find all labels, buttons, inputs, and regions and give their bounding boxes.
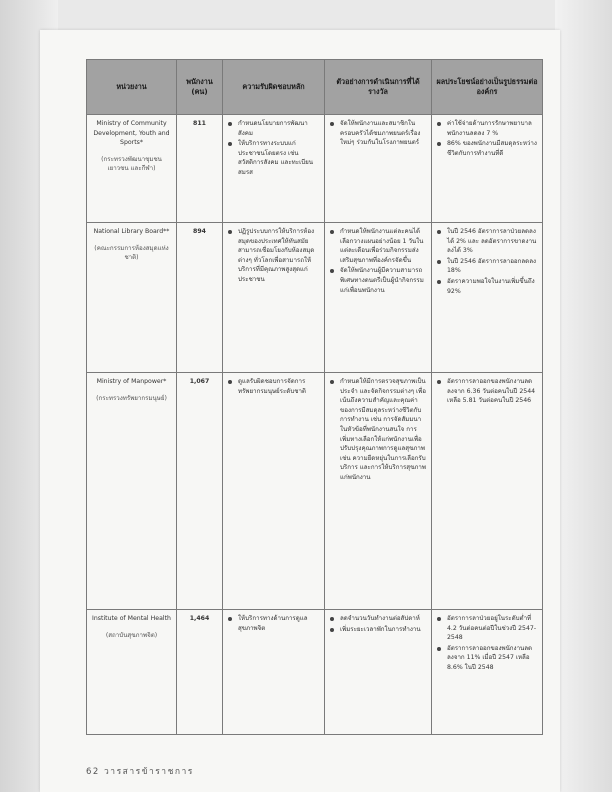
list-item: เพิ่มระยะเวลาพักในการทำงาน <box>329 625 427 635</box>
header-actions: ตัวอย่างการดำเนินการที่ได้รางวัล <box>325 60 432 115</box>
agency-cell <box>87 373 177 610</box>
list-item: กำหนดนโยบายการพัฒนาสังคม <box>227 119 320 138</box>
responsibility-cell <box>223 223 325 373</box>
background-right <box>555 0 612 792</box>
header-staff: พนักงาน (คน) <box>177 60 223 115</box>
list-item: อัตราการลาป่วยอยู่ในระดับต่ำที่ 4.2 วันต่อคนต่อปีในช่วงปี 2547-2548 <box>436 614 538 643</box>
list-item: ในปี 2546 อัตราการลาป่วยลดลงได้ 2% และ ลดอัตราการขาดงานลงได้ 3% <box>436 227 538 256</box>
actions-cell <box>325 115 432 223</box>
agency-name-th: (กระทรวงพัฒนาชุมชน เยาวชน และกีฬา) <box>101 155 162 173</box>
table-row <box>87 223 543 373</box>
benefits-cell <box>432 373 543 610</box>
header-benefits: ผลประโยชน์อย่างเป็นรูปธรรมต่อองค์กร <box>432 60 543 115</box>
list-item: จัดให้พนักงานผู้มีความสามารถพิเศษทางดนตรีเป็นผู้นำกิจกรรมแก่เพื่อนพนักงาน <box>329 266 427 295</box>
agency-name-en: Institute of Mental Health <box>92 615 171 622</box>
agency-cell <box>87 223 177 373</box>
list-item: ปฏิรูประบบการให้บริการห้องสมุดของประเทศให้ทันสมัย สามารถเชื่อมโยงกับห้องสมุดต่างๆ ทั่วโลกเพื่อสามารถให้บริการที่มีคุณภาพสูงสุดแก่ประชาชน <box>227 227 320 285</box>
staff-count: 1,464 <box>177 610 223 735</box>
awards-table <box>86 59 543 735</box>
list-item: ดูแลรับผิดชอบการจัดการทรัพยากรมนุษย์ระดับชาติ <box>227 377 320 396</box>
agency-name-en: Ministry of Community Development, Youth and Sports* <box>93 120 170 147</box>
agency-cell <box>87 610 177 735</box>
header-agency: หน่วยงาน <box>87 60 177 115</box>
actions-cell <box>325 223 432 373</box>
staff-count: 1,067 <box>177 373 223 610</box>
list-item: ในปี 2546 อัตราการลาออกลดลง 18% <box>436 257 538 276</box>
staff-count: 811 <box>177 115 223 223</box>
table-row <box>87 373 543 610</box>
list-item: อัตราการลาออกของพนักงานลดลงจาก 6.36 วันต่อคนในปี 2544 เหลือ 5.81 วันต่อคนในปี 2546 <box>436 377 538 406</box>
list-item: ให้บริการทางด้านการดูแลสุขภาพจิต <box>227 614 320 633</box>
agency-name-th: (คณะกรรมการห้องสมุดแห่งชาติ) <box>94 244 169 262</box>
responsibility-cell <box>223 373 325 610</box>
staff-count: 894 <box>177 223 223 373</box>
agency-name-en: National Library Board** <box>93 228 170 235</box>
list-item: อัตราความพอใจในงานเพิ่มขึ้นถึง 92% <box>436 277 538 296</box>
agency-name-en: Ministry of Manpower* <box>96 378 167 385</box>
list-item: 86% ของพนักงานมีสมดุลระหว่างชีวิตกับการทำงานที่ดี <box>436 139 538 158</box>
list-item: จัดให้พนักงานและสมาชิกในครอบครัวได้ชมภาพยนตร์เรื่องใหม่ๆ ร่วมกันในโรงภาพยนตร์ <box>329 119 427 148</box>
responsibility-cell <box>223 610 325 735</box>
agency-name-th: (กระทรวงทรัพยากรมนุษย์) <box>96 394 167 402</box>
actions-cell <box>325 610 432 735</box>
list-item: อัตราการลาออกของพนักงานลดลงจาก 11% เมื่อปี 2547 เหลือ 8.6% ในปี 2548 <box>436 644 538 673</box>
list-item: กำหนดให้มีการตรวจสุขภาพเป็นประจำ และจัดกิจกรรมต่างๆ เพื่อเน้นถึงความสำคัญและคุณค่าของการมีสมดุลระหว่างชีวิตกับการทำงาน เช่น การจัดสัมมนาในหัวข้อที่พนักงานสนใจ การเพิ่มทางเลือกให้แก่พนักงานเพื่อปรับปรุงคุณภาพการดูแลสุขภาพ เช่น ความยืดหยุ่นในการเลือกรับบริการ และการให้บริการสุขภาพแก่พนักงาน <box>329 377 427 483</box>
list-item: ค่าใช้จ่ายด้านการรักษาพยาบาลพนักงานลดลง 7 % <box>436 119 538 138</box>
list-item: กำหนดให้พนักงานแต่ละคนได้เลือกวางแผนอย่างน้อย 1 วันในแต่ละเดือนเพื่อร่วมกิจกรรมส่งเสริมสุขภาพที่องค์กรจัดขึ้น <box>329 227 427 265</box>
page-footer: 62 วารสารข้าราชการ <box>86 767 194 777</box>
table-header-row <box>87 60 543 115</box>
benefits-cell <box>432 610 543 735</box>
table-row <box>87 610 543 735</box>
list-item: ให้บริการทางระบบแก่ประชาชนโดยตรง เช่น สวัสดิการสังคม และทะเบียนสมรส <box>227 139 320 177</box>
agency-name-th: (สถาบันสุขภาพจิต) <box>105 631 158 639</box>
table-row <box>87 115 543 223</box>
responsibility-cell <box>223 115 325 223</box>
actions-cell <box>325 373 432 610</box>
list-item: ลดจำนวนวันทำงานต่อสัปดาห์ <box>329 614 427 624</box>
benefits-cell <box>432 223 543 373</box>
agency-cell <box>87 115 177 223</box>
header-responsibility: ความรับผิดชอบหลัก <box>223 60 325 115</box>
benefits-cell <box>432 115 543 223</box>
